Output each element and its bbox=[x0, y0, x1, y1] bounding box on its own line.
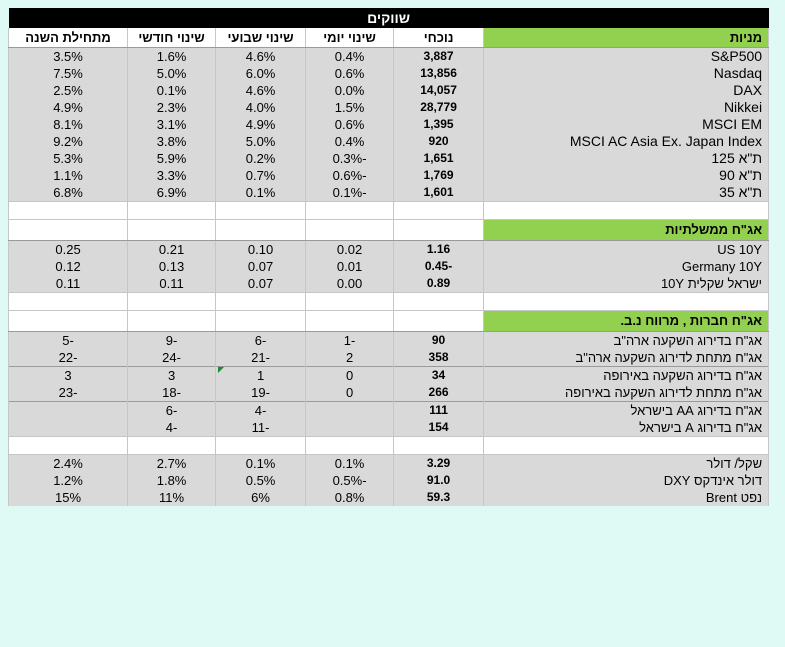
current-value: 13,856 bbox=[394, 65, 484, 82]
empty-cell bbox=[9, 293, 128, 311]
weekly-change: 0.7% bbox=[216, 167, 306, 184]
table-row bbox=[9, 65, 769, 82]
empty-cell bbox=[9, 202, 128, 220]
empty-cell bbox=[128, 311, 216, 332]
ytd-change: 6.8% bbox=[9, 184, 128, 202]
current-value: 3,887 bbox=[394, 48, 484, 66]
weekly-change: 6.0% bbox=[216, 65, 306, 82]
row-name: ישראל שקלית 10Y bbox=[484, 275, 769, 293]
daily-change: 0.1% bbox=[306, 455, 394, 473]
empty-cell bbox=[216, 437, 306, 455]
daily-change: 0.4% bbox=[306, 48, 394, 66]
monthly-change: -24 bbox=[128, 349, 216, 367]
table-row bbox=[9, 384, 769, 402]
weekly-change: -11 bbox=[216, 419, 306, 437]
header-weekly-change: שינוי שבועי bbox=[216, 28, 306, 48]
table-row bbox=[9, 402, 769, 420]
weekly-change: 0.1% bbox=[216, 184, 306, 202]
monthly-change: 5.9% bbox=[128, 150, 216, 167]
row-name: אג"ח בדירוג AA בישראל bbox=[484, 402, 769, 420]
daily-change: 0 bbox=[306, 367, 394, 385]
empty-cell bbox=[394, 202, 484, 220]
table-row bbox=[9, 150, 769, 167]
empty-cell bbox=[9, 311, 128, 332]
monthly-change: 2.3% bbox=[128, 99, 216, 116]
daily-change bbox=[306, 419, 394, 437]
table-row bbox=[9, 99, 769, 116]
current-value: 28,779 bbox=[394, 99, 484, 116]
current-value: -0.45 bbox=[394, 258, 484, 275]
ytd-change: 4.9% bbox=[9, 99, 128, 116]
row-name: Nasdaq bbox=[484, 65, 769, 82]
spacer-row bbox=[9, 202, 769, 220]
weekly-change: 1 bbox=[216, 367, 306, 385]
table-row bbox=[9, 133, 769, 150]
markets-table-container bbox=[8, 8, 768, 506]
daily-change bbox=[306, 402, 394, 420]
weekly-change: 0.10 bbox=[216, 241, 306, 259]
table-row bbox=[9, 82, 769, 99]
monthly-change: 0.1% bbox=[128, 82, 216, 99]
row-name: Germany 10Y bbox=[484, 258, 769, 275]
row-name: MSCI AC Asia Ex. Japan Index bbox=[484, 133, 769, 150]
gov-bonds-section-title: אג"ח ממשלתיות bbox=[484, 220, 769, 241]
table-row bbox=[9, 489, 769, 506]
ytd-change: 5.3% bbox=[9, 150, 128, 167]
ytd-change: -22 bbox=[9, 349, 128, 367]
daily-change: 0.01 bbox=[306, 258, 394, 275]
weekly-change: -19 bbox=[216, 384, 306, 402]
empty-cell bbox=[216, 202, 306, 220]
table-row bbox=[9, 275, 769, 293]
ytd-change: 0.25 bbox=[9, 241, 128, 259]
spacer-row bbox=[9, 293, 769, 311]
current-value: 34 bbox=[394, 367, 484, 385]
table-row bbox=[9, 367, 769, 385]
daily-change: -1 bbox=[306, 332, 394, 350]
empty-cell bbox=[216, 220, 306, 241]
spacer-row bbox=[9, 437, 769, 455]
corp-bonds-section-title: אג"ח חברות , מרווח נ.ב. bbox=[484, 311, 769, 332]
row-name: אג"ח מתחת לדירוג השקעה ארה"ב bbox=[484, 349, 769, 367]
weekly-change: 5.0% bbox=[216, 133, 306, 150]
monthly-change: 3.3% bbox=[128, 167, 216, 184]
row-name: S&P500 bbox=[484, 48, 769, 66]
row-name: DAX bbox=[484, 82, 769, 99]
table-title: שווקים bbox=[9, 8, 769, 28]
current-value: 266 bbox=[394, 384, 484, 402]
current-value: 3.29 bbox=[394, 455, 484, 473]
weekly-change: 4.6% bbox=[216, 48, 306, 66]
ytd-change: -5 bbox=[9, 332, 128, 350]
daily-change: -0.1% bbox=[306, 184, 394, 202]
table-row bbox=[9, 48, 769, 66]
ytd-change: 3 bbox=[9, 367, 128, 385]
ytd-change: 3.5% bbox=[9, 48, 128, 66]
monthly-change: 1.6% bbox=[128, 48, 216, 66]
current-value: 1,601 bbox=[394, 184, 484, 202]
monthly-change: -18 bbox=[128, 384, 216, 402]
row-name: Nikkei bbox=[484, 99, 769, 116]
monthly-change: -4 bbox=[128, 419, 216, 437]
daily-change: 0.0% bbox=[306, 82, 394, 99]
daily-change: 0.8% bbox=[306, 489, 394, 506]
empty-cell bbox=[394, 437, 484, 455]
weekly-change: 4.0% bbox=[216, 99, 306, 116]
empty-cell bbox=[306, 437, 394, 455]
row-name: אג"ח בדירוג A בישראל bbox=[484, 419, 769, 437]
empty-cell bbox=[484, 202, 769, 220]
monthly-change: -6 bbox=[128, 402, 216, 420]
header-monthly-change: שינוי חודשי bbox=[128, 28, 216, 48]
current-value: 1,651 bbox=[394, 150, 484, 167]
empty-cell bbox=[394, 220, 484, 241]
current-value: 1,395 bbox=[394, 116, 484, 133]
current-value: 0.89 bbox=[394, 275, 484, 293]
daily-change: 0.00 bbox=[306, 275, 394, 293]
empty-cell bbox=[306, 202, 394, 220]
table-row bbox=[9, 349, 769, 367]
weekly-change: 0.07 bbox=[216, 258, 306, 275]
table-row bbox=[9, 258, 769, 275]
daily-change: 1.5% bbox=[306, 99, 394, 116]
weekly-change: 0.5% bbox=[216, 472, 306, 489]
current-value: 59.3 bbox=[394, 489, 484, 506]
monthly-change: -9 bbox=[128, 332, 216, 350]
empty-cell bbox=[484, 293, 769, 311]
table-row bbox=[9, 116, 769, 133]
monthly-change: 3.8% bbox=[128, 133, 216, 150]
current-value: 111 bbox=[394, 402, 484, 420]
ytd-change: 7.5% bbox=[9, 65, 128, 82]
current-value: 14,057 bbox=[394, 82, 484, 99]
markets-table bbox=[8, 8, 769, 506]
row-name: אג"ח בדירוג השקעה ארה"ב bbox=[484, 332, 769, 350]
current-value: 91.0 bbox=[394, 472, 484, 489]
row-name: אג"ח מתחת לדירוג השקעה באירופה bbox=[484, 384, 769, 402]
table-row bbox=[9, 455, 769, 473]
empty-cell bbox=[394, 311, 484, 332]
empty-cell bbox=[306, 311, 394, 332]
ytd-change: 8.1% bbox=[9, 116, 128, 133]
daily-change: -0.5% bbox=[306, 472, 394, 489]
weekly-change: 0.2% bbox=[216, 150, 306, 167]
ytd-change: 15% bbox=[9, 489, 128, 506]
daily-change: -0.3% bbox=[306, 150, 394, 167]
monthly-change: 0.13 bbox=[128, 258, 216, 275]
row-name: MSCI EM bbox=[484, 116, 769, 133]
weekly-change: 4.6% bbox=[216, 82, 306, 99]
current-value: 154 bbox=[394, 419, 484, 437]
row-name: ת"א 125 bbox=[484, 150, 769, 167]
ytd-change: 2.5% bbox=[9, 82, 128, 99]
row-name: נפט Brent bbox=[484, 489, 769, 506]
empty-cell bbox=[9, 437, 128, 455]
table-row bbox=[9, 241, 769, 259]
ytd-change bbox=[9, 419, 128, 437]
daily-change: 0 bbox=[306, 384, 394, 402]
ytd-change: 9.2% bbox=[9, 133, 128, 150]
monthly-change: 3 bbox=[128, 367, 216, 385]
row-name: שקל/ דולר bbox=[484, 455, 769, 473]
current-value: 90 bbox=[394, 332, 484, 350]
empty-cell bbox=[216, 293, 306, 311]
monthly-change: 11% bbox=[128, 489, 216, 506]
daily-change: 0.4% bbox=[306, 133, 394, 150]
header-row bbox=[9, 28, 769, 48]
table-row bbox=[9, 332, 769, 350]
table-row bbox=[9, 167, 769, 184]
daily-change: 2 bbox=[306, 349, 394, 367]
weekly-change: -6 bbox=[216, 332, 306, 350]
table-row bbox=[9, 472, 769, 489]
monthly-change: 2.7% bbox=[128, 455, 216, 473]
empty-cell bbox=[394, 293, 484, 311]
table-row bbox=[9, 184, 769, 202]
empty-cell bbox=[128, 293, 216, 311]
weekly-change: 0.07 bbox=[216, 275, 306, 293]
table-title-row bbox=[9, 8, 769, 28]
ytd-change: -23 bbox=[9, 384, 128, 402]
daily-change: -0.6% bbox=[306, 167, 394, 184]
empty-cell bbox=[128, 437, 216, 455]
row-name: US 10Y bbox=[484, 241, 769, 259]
monthly-change: 1.8% bbox=[128, 472, 216, 489]
ytd-change bbox=[9, 402, 128, 420]
weekly-change: 6% bbox=[216, 489, 306, 506]
ytd-change: 2.4% bbox=[9, 455, 128, 473]
weekly-change: 0.1% bbox=[216, 455, 306, 473]
row-name: ת"א 90 bbox=[484, 167, 769, 184]
ytd-change: 0.12 bbox=[9, 258, 128, 275]
row-name: ת"א 35 bbox=[484, 184, 769, 202]
table-row bbox=[9, 419, 769, 437]
empty-cell bbox=[128, 202, 216, 220]
empty-cell bbox=[9, 220, 128, 241]
monthly-change: 6.9% bbox=[128, 184, 216, 202]
daily-change: 0.02 bbox=[306, 241, 394, 259]
ytd-change: 0.11 bbox=[9, 275, 128, 293]
header-daily-change: שינוי יומי bbox=[306, 28, 394, 48]
current-value: 920 bbox=[394, 133, 484, 150]
corp-bonds-section-row bbox=[9, 311, 769, 332]
ytd-change: 1.1% bbox=[9, 167, 128, 184]
empty-cell bbox=[216, 311, 306, 332]
weekly-change: -4 bbox=[216, 402, 306, 420]
daily-change: 0.6% bbox=[306, 116, 394, 133]
weekly-change: 4.9% bbox=[216, 116, 306, 133]
daily-change: 0.6% bbox=[306, 65, 394, 82]
monthly-change: 5.0% bbox=[128, 65, 216, 82]
monthly-change: 0.11 bbox=[128, 275, 216, 293]
empty-cell bbox=[306, 220, 394, 241]
ytd-change: 1.2% bbox=[9, 472, 128, 489]
header-current: נוכחי bbox=[394, 28, 484, 48]
header-ytd-change: מתחילת השנה bbox=[9, 28, 128, 48]
empty-cell bbox=[128, 220, 216, 241]
empty-cell bbox=[306, 293, 394, 311]
gov-bonds-section-row bbox=[9, 220, 769, 241]
row-name: דולר אינדקס DXY bbox=[484, 472, 769, 489]
header-stocks: מניות bbox=[484, 28, 769, 48]
current-value: 358 bbox=[394, 349, 484, 367]
weekly-change: -21 bbox=[216, 349, 306, 367]
monthly-change: 3.1% bbox=[128, 116, 216, 133]
current-value: 1,769 bbox=[394, 167, 484, 184]
current-value: 1.16 bbox=[394, 241, 484, 259]
row-name: אג"ח בדירוג השקעה באירופה bbox=[484, 367, 769, 385]
monthly-change: 0.21 bbox=[128, 241, 216, 259]
empty-cell bbox=[484, 437, 769, 455]
